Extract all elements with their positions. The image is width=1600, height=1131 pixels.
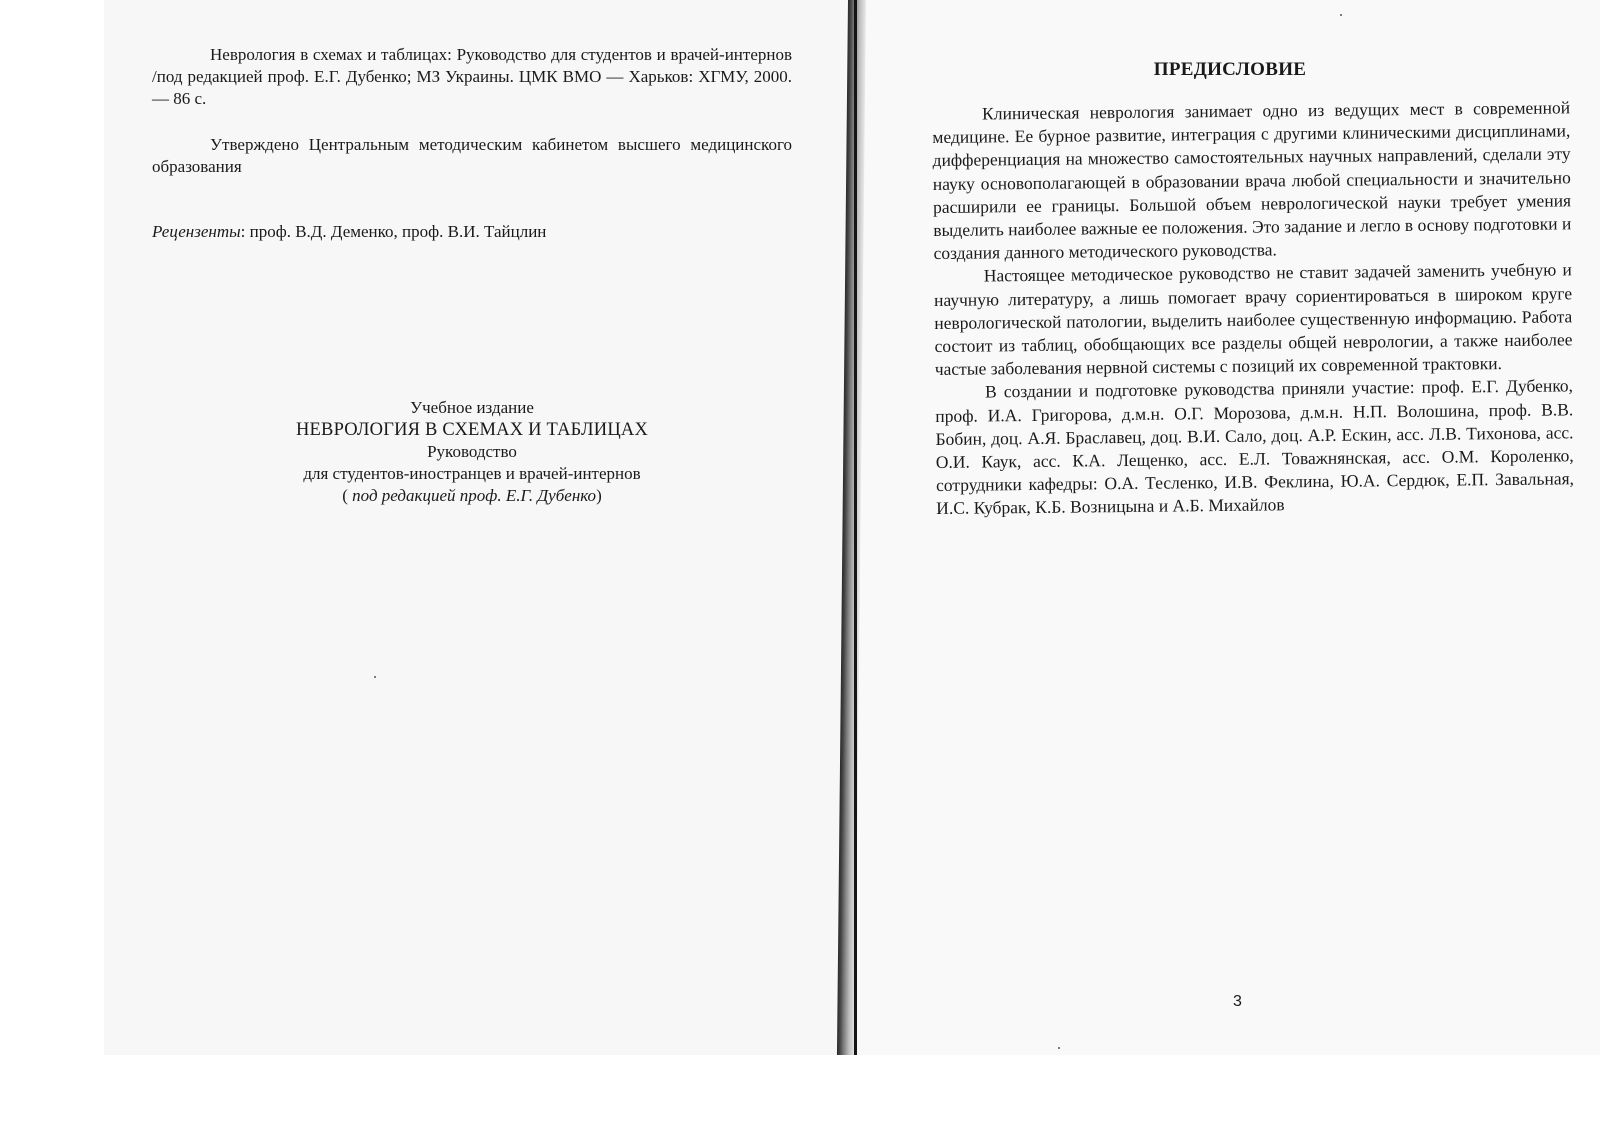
edition-title-block (262, 397, 682, 507)
bibliographic-citation: Неврология в схемах и таблицах: Руководство для студентов и врачей-интернов /под редакцией проф. Е.Г. Дубенко; МЗ Украины. ЦМК ВМО — Харьков: ХГМУ, 2000. — 86 с. (152, 45, 792, 108)
book-audience: для студентов-иностранцев и врачей-интернов (303, 464, 641, 483)
scan-speck (1340, 14, 1342, 16)
book-title: НЕВРОЛОГИЯ В СХЕМАХ И ТАБЛИЦАХ (295, 420, 649, 440)
book-genre: Руководство (427, 442, 517, 461)
book-spine-line (854, 0, 857, 1055)
reviewers-label: Рецензенты (152, 222, 241, 241)
preface-heading: ПРЕДИСЛОВИЕ (1153, 59, 1307, 80)
edition-type: Учебное издание (410, 398, 534, 417)
preface-body (932, 96, 1574, 520)
book-editor: под редакцией проф. Е.Г. Дубенко (352, 486, 597, 505)
scan-speck (1058, 1047, 1060, 1049)
preface-paragraph: В создании и подготовке руководства приняли участие: проф. Е.Г. Дубенко, проф. И.А. Григорова, д.м.н. О.Г. Морозова, д.м.н. Н.П. Волошина, проф. В.В. Бобин, доц. А.Я. Браславец, доц. В.И. Сало, доц. А.Р. Ескин, асс. Л.В. Тихонова, асс. О.И. Каук, асс. К.А. Лещенко, асс. Е.Л. Товажнянская, асс. О.М. Короленко, сотрудники кафедры: О.А. Тесленко, И.В. Феклина, Ю.А. Сердюк, Е.П. Завальная, И.С. Кубрак, К.Б. Возницына и А.Б. Михайлов (935, 375, 1575, 519)
scan-speck (374, 676, 376, 678)
page-number: 3 (1233, 993, 1242, 1010)
reviewers-line (152, 221, 792, 243)
paren-open: ( (342, 486, 353, 505)
paren-close: ) (596, 486, 602, 505)
reviewers-names: : проф. В.Д. Деменко, проф. В.И. Тайцлин (240, 222, 547, 241)
approval-note: Утверждено Центральным методическим кабинетом высшего медицинского образования (152, 135, 792, 176)
preface-paragraph: Клиническая неврология занимает одно из ведущих мест в современной медицине. Ее бурное развитие, интеграция с другими клиническими дисциплинами, дифференциация на множество самостоятельных научных направлений, сделали эту науку основополагающей в образовании врача любой специальности и значительно расширили ее границы. Большой объем неврологической науки требует умения выделить наиболее важные ее положения. Это задание и легло в основу подготовки и создания данного методического руководства. (932, 97, 1572, 264)
book-editor-line (262, 485, 682, 507)
preface-paragraph: Настоящее методическое руководство не ставит задачей заменить учебную и научную литературу, а лишь помогает врачу сориентироваться в широком круге неврологической патологии, выделить наиболее существенную информацию. Работа состоит из таблиц, обобщающих все разделы общей неврологии, а также наиболее частые заболевания нервной системы с позиций их современной трактовки. (933, 259, 1573, 380)
